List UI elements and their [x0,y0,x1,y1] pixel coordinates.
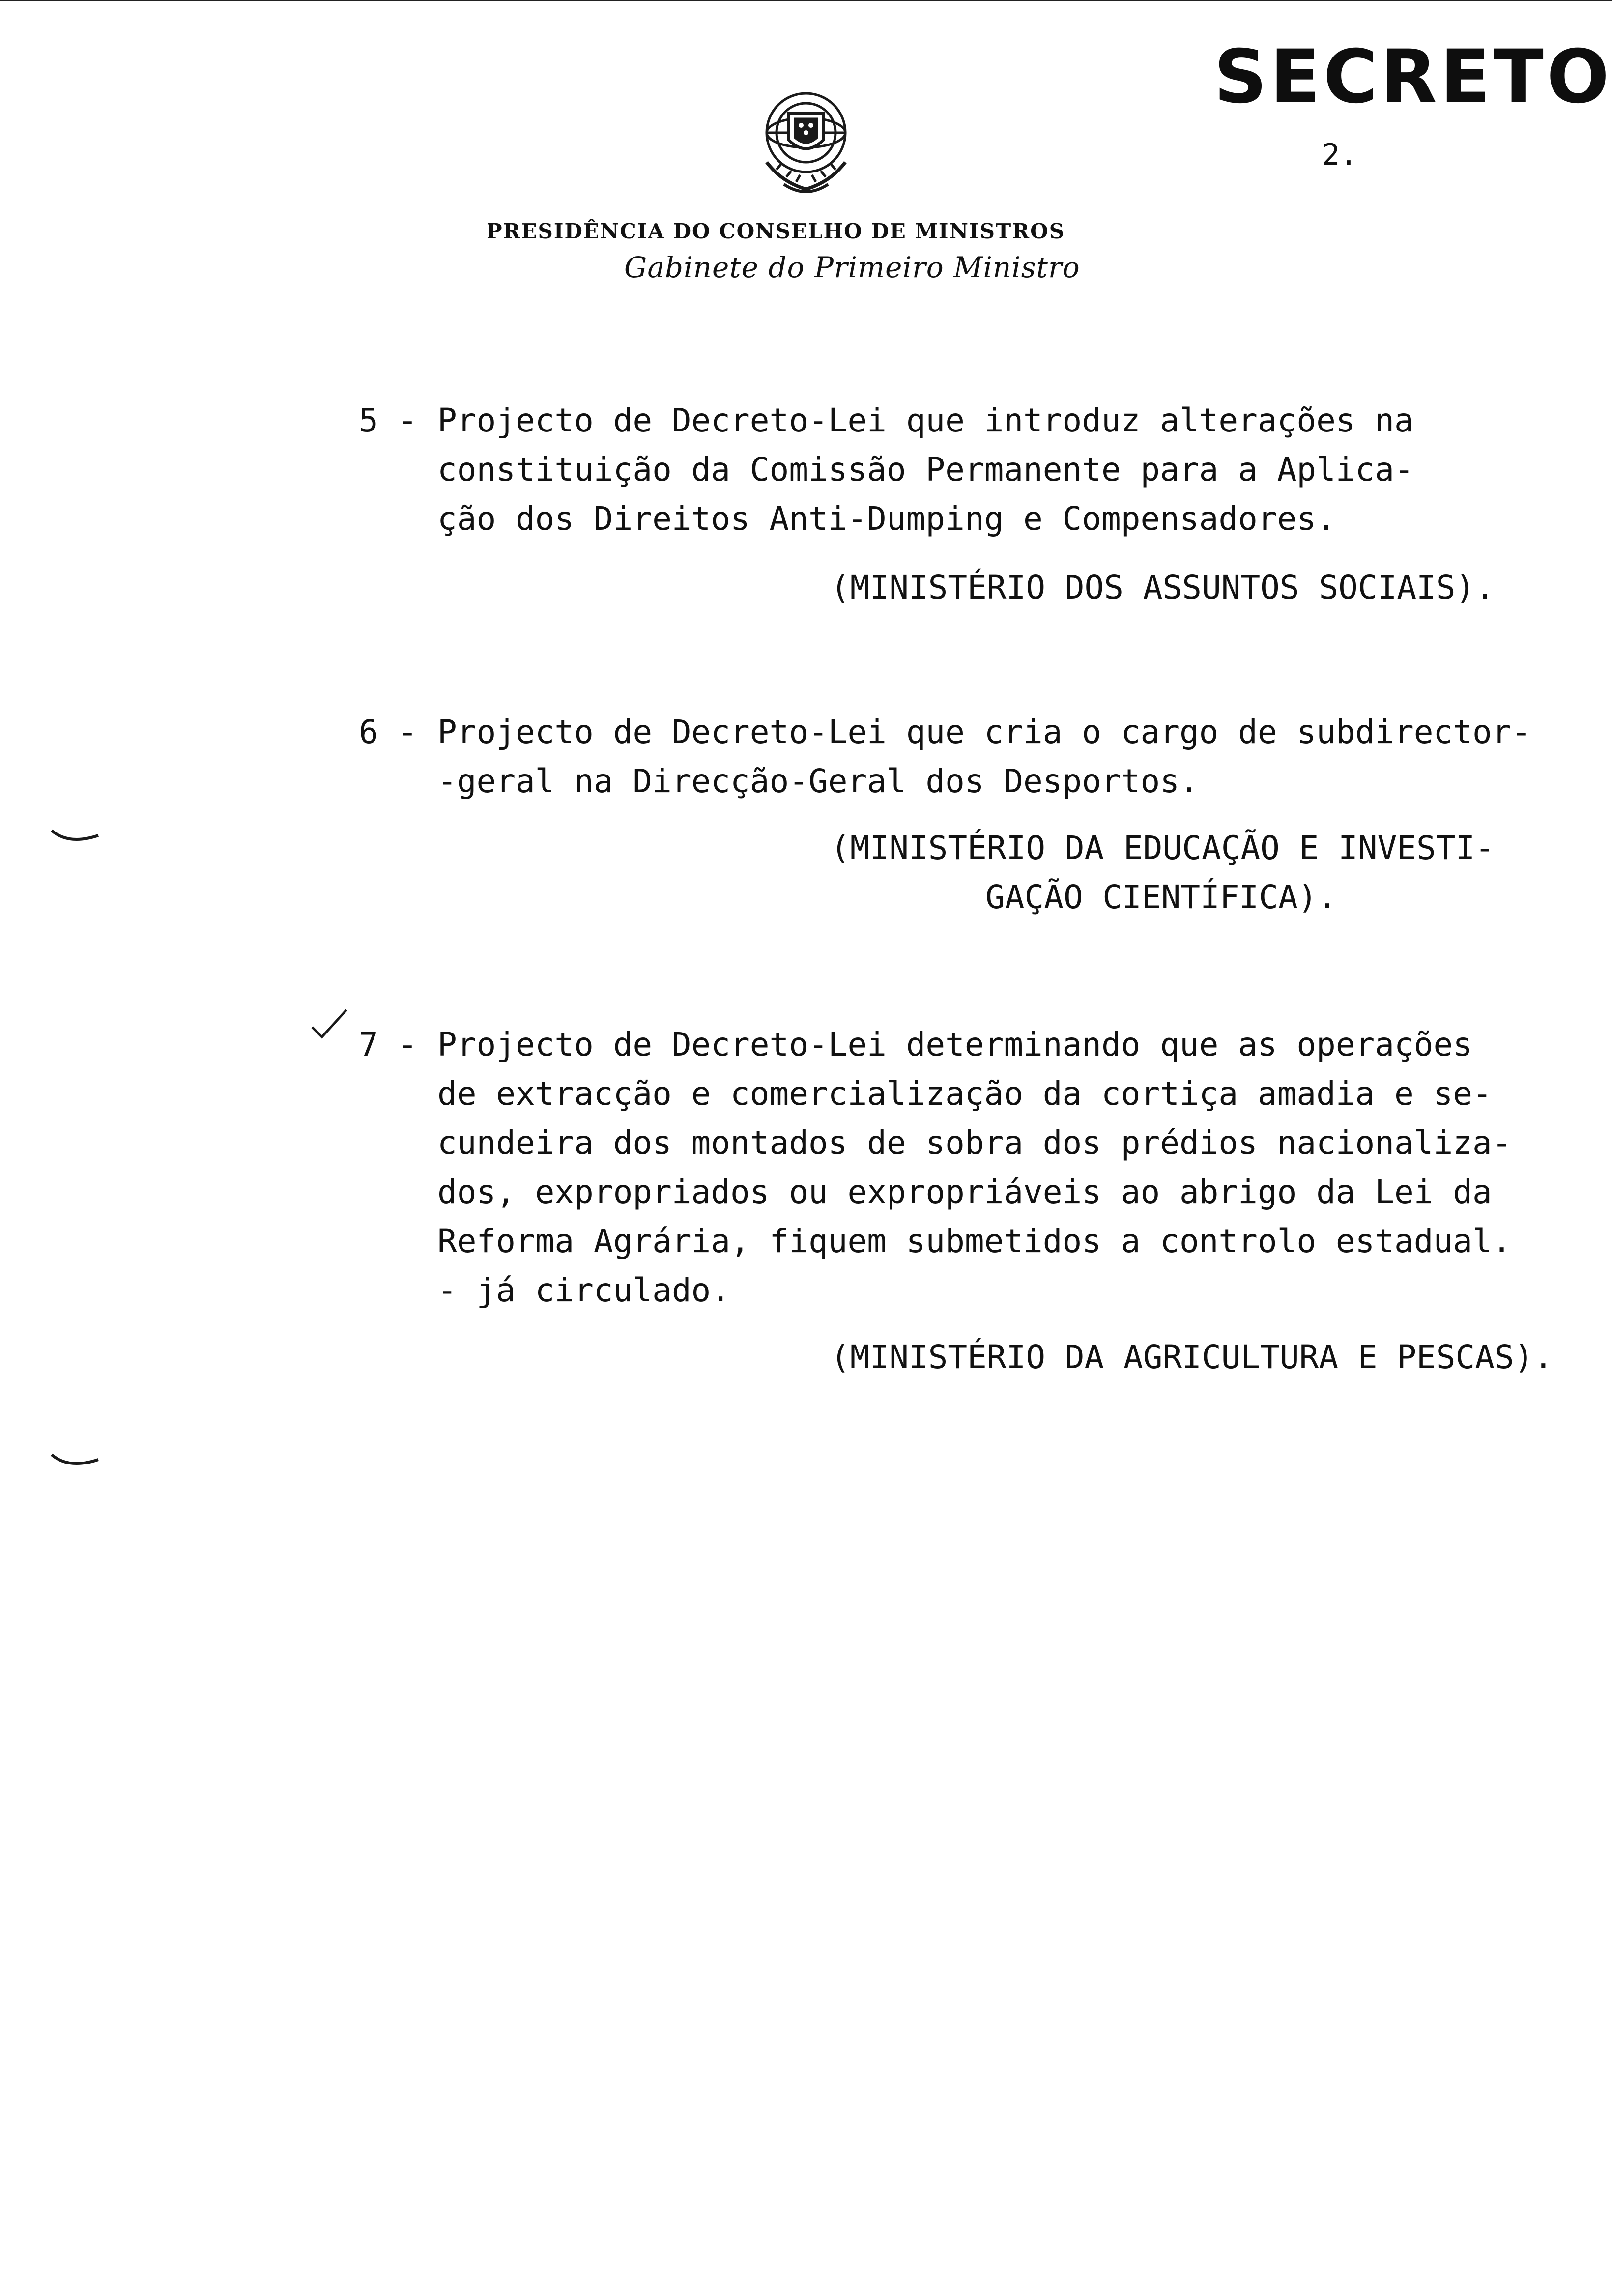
item-number: 6 - [359,713,418,751]
page-number: 2. [1322,138,1358,172]
check-mark-icon [310,1007,349,1042]
item-text-line: ção dos Direitos Anti-Dumping e Compensadores. [437,500,1336,538]
item-number: 5 - [359,402,418,439]
classification-stamp: SECRETO [1214,34,1612,120]
item-text-line: constituição da Comissão Permanente para a Aplica- [437,451,1414,488]
item-number: 7 - [359,1026,418,1063]
ministry-attribution: GAÇÃO CIENTÍFICA). [985,878,1337,916]
item-text-line: Projecto de Decreto-Lei que cria o cargo de subdirector- [437,713,1531,751]
item-text-line: Projecto de Decreto-Lei determinando que as operações [437,1026,1472,1063]
ministry-attribution: (MINISTÉRIO DOS ASSUNTOS SOCIAIS). [831,569,1495,606]
ministry-attribution: (MINISTÉRIO DA EDUCAÇÃO E INVESTI- [831,829,1495,867]
item-text-line: dos, expropriados ou expropriáveis ao abrigo da Lei da [437,1173,1492,1211]
margin-tick-icon [49,1450,103,1474]
margin-tick-icon [49,826,103,850]
ministry-attribution: (MINISTÉRIO DA AGRICULTURA E PESCAS). [831,1338,1554,1376]
item-text-line: cundeira dos montados de sobra dos prédios nacionaliza- [437,1124,1512,1162]
coat-of-arms-icon [737,84,875,201]
top-edge-rule [0,0,1612,1]
item-text-line: Reforma Agrária, fiquem submetidos a controlo estadual. [437,1222,1512,1260]
item-text-line: - já circulado. [437,1271,731,1309]
item-text-line: -geral na Direcção-Geral dos Desportos. [437,762,1199,800]
header-subtitle: Gabinete do Primeiro Ministro [624,251,1080,284]
item-text-line: de extracção e comercialização da cortiça amadia e se- [437,1075,1492,1113]
item-text-line: Projecto de Decreto-Lei que introduz alterações na [437,402,1414,439]
header-title: PRESIDÊNCIA DO CONSELHO DE MINISTROS [487,219,1065,243]
